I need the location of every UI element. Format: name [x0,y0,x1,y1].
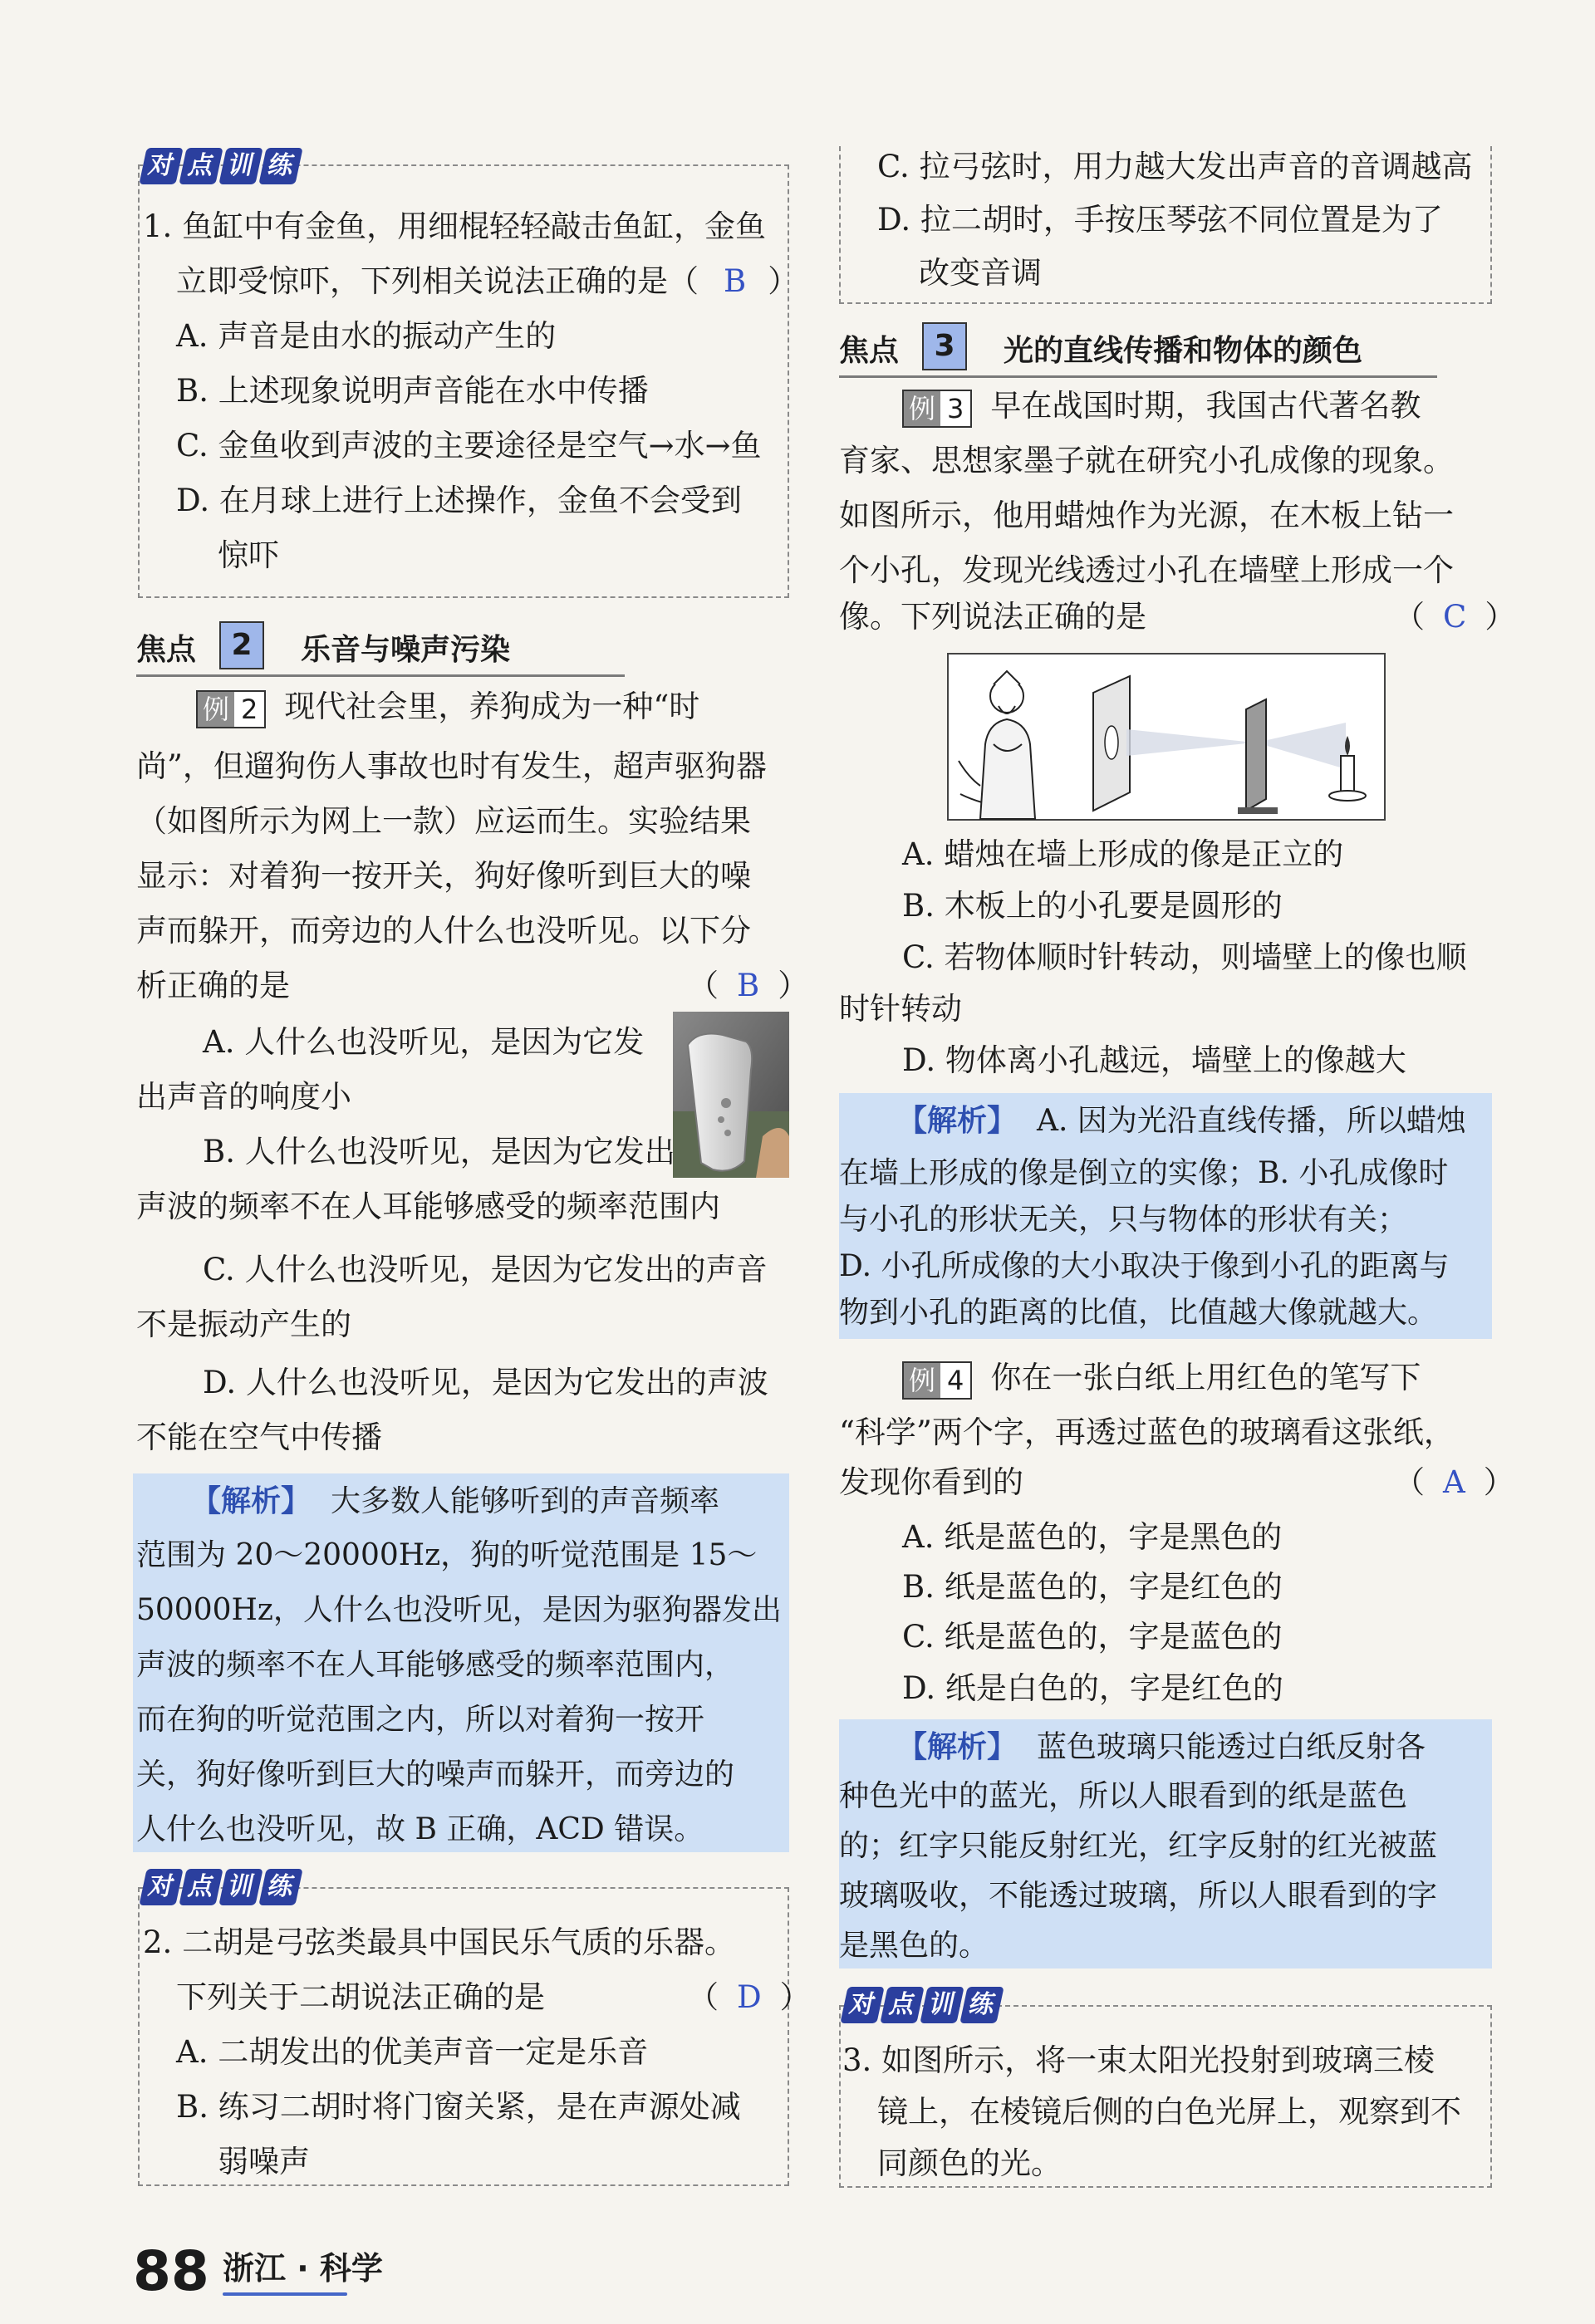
q2-option-d-cont: 改变音调 [919,255,1042,291]
ex2-option-b: B. 人什么也没听见，是因为它发出 [203,1134,675,1169]
ex2-option-c-cont: 不是振动产生的 [136,1307,351,1342]
q2-option-c: C. 拉弓弦时，用力越大发出声音的音调越高 [877,149,1473,184]
ex2-option-b-cont: 声波的频率不在人耳能够感受的频率范围内 [136,1189,720,1224]
analysis-2-box: 【解析】 大多数人能够听到的声音频率 范围为 20～20000Hz，狗的听觉范围是 15～ 50000Hz，人什么也没听见，是因为驱狗器发出 声波的频率不在人耳能够感受的频率范围内， 而在狗的听觉范围之内，所以对着狗一按开 关，狗好像听到巨大的噪声而躲开，而旁边的 人什么也没听见，故 B 正确，ACD 错误。 [133,1473,789,1852]
practice-tag: 对 点 训 练 [844,1987,1004,2023]
q1-option-a: A. 声音是由水的振动产生的 [176,318,557,354]
ex4-option-d: D. 纸是白色的，字是红色的 [902,1670,1283,1706]
example-2-line-6: 析正确的是 [136,968,290,1003]
ex3-option-a: A. 蜡烛在墙上形成的像是正立的 [902,836,1344,872]
example-4-line-2: “科学”两个字，再透过蓝色的玻璃看这张纸， [839,1415,1455,1450]
question-2-line-1: 2. 二胡是弓弦类最具中国民乐气质的乐器。 [143,1924,736,1960]
ex3-option-c: C. 若物体顺时针转动，则墙壁上的像也顺 [902,939,1467,975]
example-3-line-4: 个小孔，发现光线透过小孔在墙壁上形成一个 [839,552,1454,588]
ex2-option-c: C. 人什么也没听见，是因为它发出的声音 [203,1252,768,1287]
analysis-label: 【解析】 [897,1103,1018,1138]
question-2-line-2: 下列关于二胡说法正确的是 [176,1979,545,2015]
q1-option-d-cont: 惊吓 [218,537,279,573]
footer-underline [223,2292,347,2296]
example-3-line-5: 像。下列说法正确的是 [839,599,1146,635]
example-2-line-2: 尚”，但遛狗伤人事故也时有发生，超声驱狗器 [136,748,767,784]
focus-3-heading: 焦点 3 光的直线传播和物体的颜色 [839,322,1437,378]
answer: B [724,263,747,299]
pinhole-camera-illustration [947,653,1386,821]
focus-2-heading: 焦点 2 乐音与噪声污染 [136,621,625,677]
example-3-label: 例 3 [902,390,972,428]
ex4-option-c: C. 纸是蓝色的，字是蓝色的 [902,1619,1283,1655]
example-4-line-3: 发现你看到的 [839,1464,1023,1500]
example-3-line-3: 如图所示，他用蜡烛作为光源，在木板上钻一 [839,498,1454,533]
ex2-option-a: A. 人什么也没听见，是因为它发 [203,1024,645,1060]
ex2-option-a-cont: 出声音的响度小 [136,1079,351,1115]
analysis-3-box: 【解析】 A. 因为光沿直线传播，所以蜡烛 在墙上形成的像是倒立的实像；B. 小孔成像时 与小孔的形状无关，只与物体的形状有关； D. 小孔所成像的大小取决于像到小孔的距离与 物到小孔的距离的比值，比值越大像就越大。 [839,1093,1492,1339]
question-3-line-1: 3. 如图所示，将一束太阳光投射到玻璃三棱 [842,2042,1436,2078]
ultrasonic-dog-repeller-image [673,1012,789,1178]
q1-option-c: C. 金鱼收到声波的主要途径是空气→水→鱼 [176,428,762,463]
analysis-label: 【解析】 [191,1483,312,1518]
question-1-line-1: 1. 鱼缸中有金鱼，用细棍轻轻敲击鱼缸，金鱼 [143,208,767,244]
ex4-option-a: A. 纸是蓝色的，字是黑色的 [902,1519,1283,1555]
ex3-option-d: D. 物体离小孔越远，墙壁上的像越大 [902,1042,1406,1078]
ex2-option-d-cont: 不能在空气中传播 [136,1419,382,1455]
example-2-line-3: （如图所示为网上一款）应运而生。实验结果 [136,803,751,839]
example-2-line-4: 显示：对着狗一按开关，狗好像听到巨大的噪 [136,858,751,894]
example-4-label: 例 4 [902,1361,972,1400]
ex3-option-b: B. 木板上的小孔要是圆形的 [902,888,1283,924]
book-title: 浙江 · 科学 [223,2250,383,2287]
analysis-label: 【解析】 [897,1729,1018,1764]
question-2-answer: （ D ） [688,1979,811,2015]
example-2-line-1: 例 2 现代社会里，养狗成为一种“时 [196,686,699,728]
example-2-label: 例 2 [196,690,266,728]
ex4-option-b: B. 纸是蓝色的，字是红色的 [902,1569,1283,1605]
example-3-line-1: 例 3 早在战国时期，我国古代著名教 [902,385,1421,428]
practice-tag: 对 点 训 练 [143,1869,302,1905]
example-4-answer: （ A ） [1394,1464,1514,1500]
question-3-line-3: 同颜色的光。 [877,2145,1062,2181]
question-3-line-2: 镜上，在棱镜后侧的白色光屏上，观察到不 [877,2094,1461,2130]
q1-option-b: B. 上述现象说明声音能在水中传播 [176,373,649,409]
practice-tag: 对 点 训 练 [143,148,302,184]
example-3-answer: （ C ） [1394,599,1516,635]
example-4-line-1: 例 4 你在一张白纸上用红色的笔写下 [902,1357,1421,1400]
page-number: 88 [133,2239,209,2303]
example-2-line-5: 声而躲开，而旁边的人什么也没听见。以下分 [136,913,751,949]
analysis-4-box: 【解析】 蓝色玻璃只能透过白纸反射各 种色光中的蓝光，所以人眼看到的纸是蓝色 的；红字只能反射红光，红字反射的红光被蓝 玻璃吸收，不能透过玻璃，所以人眼看到的字 是黑色的。 [839,1719,1492,1969]
q2-option-b-cont: 弱噪声 [218,2144,310,2179]
example-2-answer: （ B ） [688,968,809,1003]
ex3-option-c-cont: 时针转动 [839,991,962,1027]
q1-option-d: D. 在月球上进行上述操作，金鱼不会受到 [176,483,742,518]
q2-option-b: B. 练习二胡时将门窗关紧，是在声源处减 [176,2089,741,2125]
ex2-option-d: D. 人什么也没听见，是因为它发出的声波 [203,1365,768,1400]
example-3-line-2: 育家、思想家墨子就在研究小孔成像的现象。 [839,443,1454,478]
q2-option-a: A. 二胡发出的优美声音一定是乐音 [176,2034,649,2070]
q2-option-d: D. 拉二胡时，手按压琴弦不同位置是为了 [877,202,1443,238]
question-1-line-2: 立即受惊吓，下列相关说法正确的是（ B ） [176,263,799,299]
